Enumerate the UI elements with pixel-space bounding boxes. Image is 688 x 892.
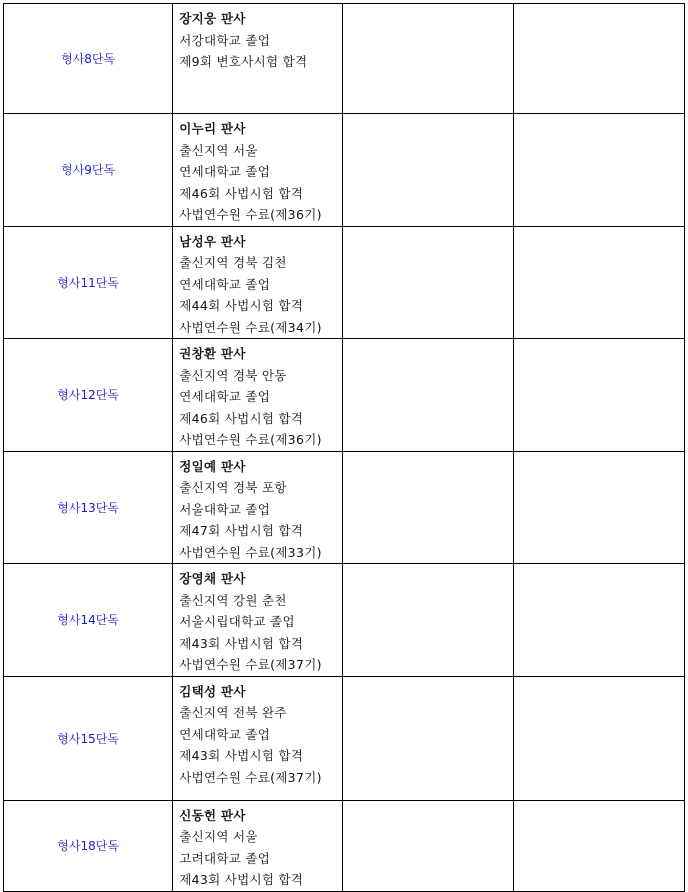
judge-detail-line: 사법연수원 수료(제37기)	[179, 769, 322, 785]
roster-body	[4, 4, 685, 892]
empty-cell	[343, 800, 513, 891]
judge-detail-line: 서울시립대학교 졸업	[179, 614, 295, 629]
judge-info-cell	[173, 226, 343, 339]
judge-detail-line: 연세대학교 졸업	[179, 726, 271, 742]
judge-detail-line: 서강대학교 졸업	[179, 32, 271, 48]
empty-cell	[343, 4, 513, 114]
table-row	[4, 800, 685, 891]
empty-cell	[513, 800, 684, 891]
judge-detail-line: 제46회 사법시험 합격	[179, 185, 304, 201]
table-row	[4, 676, 685, 800]
judge-name: 남성우 판사	[179, 233, 246, 249]
judge-info-cell	[173, 4, 343, 114]
empty-cell	[343, 676, 513, 800]
division-cell: 형사11단독	[4, 226, 173, 339]
judge-info-cell	[173, 676, 343, 800]
judge-name: 정일예 판사	[179, 458, 246, 474]
judge-detail-line: 출신지역 전북 완주	[179, 705, 287, 720]
judge-detail-line: 출신지역 경북 안동	[179, 367, 287, 383]
division-cell: 형사12단독	[4, 339, 173, 452]
judge-detail-line: 서울대학교 졸업	[179, 501, 271, 517]
division-cell: 형사8단독	[4, 4, 173, 114]
judge-detail-line: 사법연수원 수료(제36기)	[179, 207, 322, 222]
judge-detail-line: 제44회 사법시험 합격	[179, 298, 304, 313]
division-cell: 형사15단독	[4, 676, 173, 800]
judge-detail-line: 출신지역 경북 김천	[179, 255, 287, 270]
judge-detail-line: 제47회 사법시험 합격	[179, 523, 304, 538]
judge-detail-line: 사법연수원 수료(제37기)	[179, 657, 322, 672]
empty-cell	[513, 4, 684, 114]
judge-name: 권창환 판사	[179, 346, 246, 361]
judge-detail-line: 사법연수원 수료(제34기)	[179, 319, 322, 335]
judge-name: 신동헌 판사	[179, 807, 246, 823]
judge-detail-line: 고려대학교 졸업	[179, 850, 271, 866]
division-cell: 형사9단독	[4, 114, 173, 227]
empty-cell	[513, 339, 684, 452]
empty-cell	[513, 114, 684, 227]
judge-detail-line: 제43회 사법시험 합격	[179, 635, 304, 651]
empty-cell	[343, 339, 513, 452]
judge-detail-line: 연세대학교 졸업	[179, 276, 271, 292]
empty-cell	[343, 564, 513, 677]
judge-info-cell	[173, 564, 343, 677]
judge-detail-line: 사법연수원 수료(제33기)	[179, 544, 322, 560]
empty-cell	[343, 226, 513, 339]
division-cell: 형사14단독	[4, 564, 173, 677]
judge-detail-line: 제43회 사법시험 합격	[179, 872, 304, 887]
table-row	[4, 564, 685, 677]
empty-cell	[513, 564, 684, 677]
judge-name: 장지웅 판사	[179, 11, 246, 26]
judge-info-cell	[173, 114, 343, 227]
judge-detail-line: 출신지역 강원 춘천	[179, 592, 287, 608]
empty-cell	[513, 451, 684, 564]
judge-name: 김택성 판사	[179, 683, 246, 699]
table-row	[4, 114, 685, 227]
judge-detail-line: 연세대학교 졸업	[179, 164, 271, 179]
judge-detail-line: 연세대학교 졸업	[179, 389, 271, 404]
judge-detail-line: 출신지역 경북 포항	[179, 480, 287, 495]
table-row	[4, 226, 685, 339]
judge-info-cell	[173, 800, 343, 891]
judge-roster-table	[3, 3, 685, 892]
empty-cell	[513, 226, 684, 339]
empty-cell	[513, 676, 684, 800]
table-row	[4, 4, 685, 114]
judge-info-cell	[173, 339, 343, 452]
division-cell: 형사18단독	[4, 800, 173, 891]
judge-detail-line: 제9회 변호사시험 합격	[179, 54, 308, 69]
judge-detail-line: 사법연수원 수료(제36기)	[179, 432, 322, 447]
judge-detail-line: 출신지역 서울	[179, 142, 258, 158]
table-row	[4, 339, 685, 452]
judge-detail-line: 출신지역 서울	[179, 829, 258, 844]
table-row	[4, 451, 685, 564]
empty-cell	[343, 451, 513, 564]
judge-detail-line: 제43회 사법시험 합격	[179, 748, 304, 763]
judge-detail-line: 제46회 사법시험 합격	[179, 410, 304, 426]
judge-info-cell	[173, 451, 343, 564]
division-cell: 형사13단독	[4, 451, 173, 564]
judge-name: 장영채 판사	[179, 571, 246, 586]
judge-name: 이누리 판사	[179, 121, 246, 136]
empty-cell	[343, 114, 513, 227]
